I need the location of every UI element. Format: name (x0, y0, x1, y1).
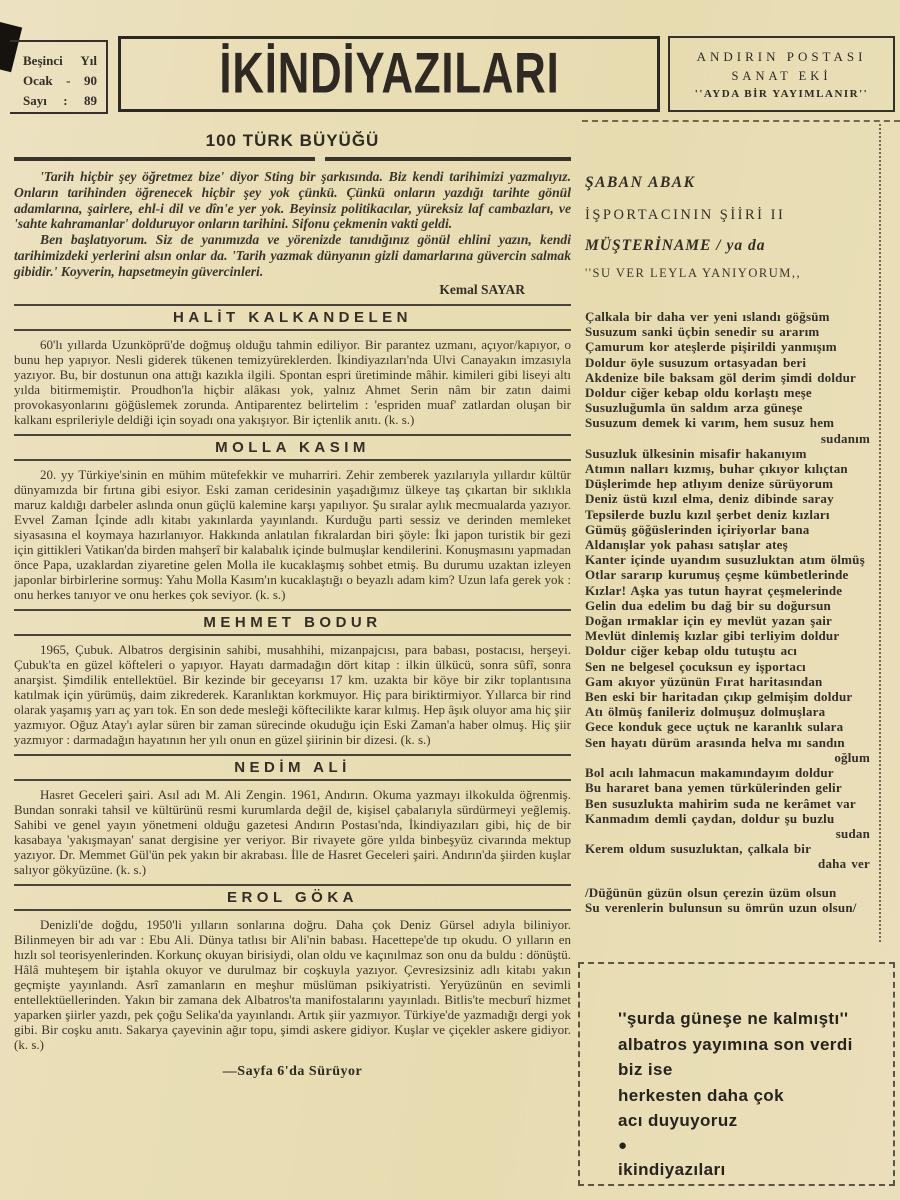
continuation-note: —Sayfa 6'da Sürüyor (222, 1063, 363, 1079)
issue-sep: - (66, 73, 71, 88)
poem-line: sudanım (820, 430, 870, 446)
poem-line: Gece konduk gece uçtuk ne karanlık sulara (585, 719, 844, 735)
left-column (14, 131, 571, 1080)
poem-line: Atımın nalları kızmış, buhar çıkıyor kılıçtan (585, 461, 848, 477)
vertical-dotted-divider (879, 124, 881, 942)
poem-line: Doldur öyle susuzum ortasyadan beri (585, 354, 807, 370)
poem-title: MÜŞTERİNAME / ya da (585, 237, 766, 254)
poem-line: Su verenlerin bulunsun su ömrün uzun olsun/ (585, 899, 857, 915)
poem-line: Sen ne belgesel çocuksun ey işportacı (585, 658, 806, 674)
entry-body: 20. yy Türkiye'sinin en mühim mütefekkir ve muharriri. Zehir zemberek yazılarıyla yıllardır kültür dünyamızda bir fırtına gibi esiyor. Eski zaman ceridesinin yaşadığımız ülkeye taş çıkartan bir sıklıkla maruz kaldığı darbeler aslında onun güçlü kalemine karşı yapılıyor. Şu sıralar aylık mecmualarda yazıyor. Evvel Zaman İçinde adlı kitabı yakınlarda yayınlandı. Kurduğu parti sessiz ve derinden memleket siyasasına el koymaya hazırlanıyor. Hakkında anlatılan fıkralardan biri şöyle: İki japon turistik bir gezi için gittikleri Vatikan'da birden mahşerî bir kalabalık içinde bulmuşlar kendilerini. Konuşmasını yapmadan önce Papa, uzaklardan ziyaretine gelen Molla ile kucaklaşmış sohbet etmiş. Bu durumu uzaktan izleyen japonlar birbirlerine sormuş: Yahu Molla Kasım'ın kucaklaştığı o beyazlı adam kim? Uzun lafa gerek yok : onu herkes tanıyor ve onu herkes çok seviyor. (k. s.) (14, 466, 571, 602)
issue-value: 90 (84, 73, 97, 88)
notice-line: ikindiyazıları (618, 1159, 726, 1179)
notice-line: albatros yayımına son verdi (618, 1034, 853, 1054)
poem-line: Doğan ırmaklar için ey mevlüt yazan şair (585, 613, 833, 629)
poem-line: Bu hararet bana yemen türkülerinden gelir (585, 780, 842, 796)
notice-box (578, 962, 895, 1186)
right-column (585, 140, 876, 915)
entry-body: Denizli'de doğdu, 1950'li yılların sonlarına doğru. Daha çok Deniz Gürsel adıyla biliniyor. Bilinmeyen bir adı var : Ebu Ali. Dünya tatlısı bir Ali'nin babası. Hacettepe'de tıp okudu. O yılların en hızlı sol teorisyenlerinden. Korkunç okuyan birisiydi, olan oldu ve kaçınılmaz son onu da buldu : dönüştü. Hâlâ muhteşem bir iştahla okuyor ve durulmaz bir coşkuyla yazıyor. Çevresizsiniz adlı kitabı yakın geçmişte yayınlandı. Asrî zamanların en meşhur müslüman psikiyatristi. Yeryüzünün en sevimli entellektüellerinden. Yakın bir zamana dek Albatros'ta manifostalarını yayınladı. Bitlis'te mecburî hizmet yaparken şiirler yazdı, pek çoğu Selika'da yayınlandı. Artık şiir yazmıyor. Türkiye'de yazmadığı dergi yok gibi. Bir coşku anıtı. Sakarya çayevinin ağır topu, şimdi askere gidiyor. Kuşlar ve çiçekler askere gidiyor. (k. s.) (14, 916, 571, 1052)
masthead-title-box (118, 36, 660, 112)
issue-label: Sayı (23, 93, 47, 108)
section-rule (14, 304, 571, 306)
issue-sep: : (63, 93, 68, 108)
publisher-name: ANDIRIN POSTASI (696, 48, 867, 64)
poem-line: Doldur ciğer kebap oldu tutuştu acı (585, 643, 798, 659)
poem-line: Düşlerimde hep atlıyım denize sürüyorum (585, 476, 834, 492)
poem-line: Susuzum sanki üçbin senedir su ararım (585, 324, 820, 340)
poem-line: Susuzum demek ki varım, hem susuz hem (585, 415, 835, 431)
poem-line: Ben susuzlukta mahirim suda ne kerâmet var (585, 795, 856, 811)
horizontal-dashed-divider (582, 120, 900, 122)
section-rule (14, 434, 571, 436)
publisher-info-box (668, 36, 895, 112)
intro-signature: Kemal SAYAR (439, 281, 525, 297)
feature-heading: 100 TÜRK BÜYÜĞÜ (205, 131, 380, 150)
issue-value: 89 (84, 93, 97, 108)
poem-line: Otlar sararıp kurumuş çeşme kümbetlerinde (585, 567, 849, 583)
poem-line: Sen hayatı dürüm arasında helva mı sandın (585, 734, 845, 750)
section-rule (14, 909, 571, 911)
poem-line: Kanmadım demli çaydan, doldur şu buzlu (585, 810, 835, 826)
poem-line: Atı ölmüş fanileriz dolmuşuz dolmuşlara (585, 704, 826, 720)
intro-paragraph: Ben başlatıyorum. Siz de yanımızda ve yörenizde tanıdığınız gönül ehlini yazın, kendi tarihimizdeki yerlerini alsın onlar da. 'Tarih yazmak dünyanın gizli damarlarına güvercin salmak gibidir.' Koyverin, hapsetmeyin güvercinleri. (14, 232, 571, 279)
poem-line: Akdenize bile baksam göl derim şimdi doldur (585, 369, 857, 385)
feature-intro (14, 169, 571, 298)
masthead-title: İKİNDİYAZILARI (218, 42, 560, 106)
poem-line: Gümüş göğüslerinden içiriyorlar bana (585, 521, 810, 537)
entry-body: 1965, Çubuk. Albatros dergisinin sahibi, musahhihi, mizanpajcısı, para babası, postacısı, herşeyi. Çubuk'ta en güzel köfteleri o yapıyor. Hayatı darmadağın dört kitap : ilkin ülkücü, sonra sûfî, sonra anarşist. Şimdilik entellektüel. Bir kezinde bir geceyarısı 17 km. uzakta bir köye bir zikr toplantısına katılmak için yürümüş, daim zikrederek. Karanlıktan korkmuyor. Hiç para biriktirmiyor. Yıllarca bir rind olarak yaşamış yarı aç yarı tok. En son dede mesleği köftecilikte karar kılmış. Hep âşık oluyor ama hiç şiir yazmıyor. Oğuz Atay'ı aylar süren bir zaman sürecinde okuduğu için Eski Zaman'a haber olmuş. Hiç şiir yazmıyor : darmadağın hayatının her yılı onun en güzel şiirinin bir dizesi. (k. s.) (14, 641, 571, 747)
poem-series-title: İŞPORTACININ ŞİİRİ II (585, 207, 786, 223)
poem-line: daha ver (818, 856, 870, 872)
section-rule (14, 884, 571, 886)
poem-line: /Düğünün güzün olsun çerezin üzüm olsun (585, 884, 837, 900)
poem-line: Çamurum kor ateşlerde pişirildi yanmışım (585, 339, 837, 355)
entry-title: MEHMET BODUR (203, 613, 382, 631)
section-rule (14, 779, 571, 781)
poem-line: Kerem oldum susuzluktan, çalkala bir (585, 841, 812, 857)
entry-body: 60'lı yıllarda Uzunköprü'de doğmuş olduğu tahmin ediliyor. Bir parantez uzmanı, açıyor/kapıyor, o bunu hep yapıyor. Nesli giderek tükenen temizyüreklerden. İkindiyazıları'nda Ulvi Canayakın imzasıyla yazıyor. Bu, bir dostunun ona attığı kazıkla ilgili. Spontan espri üretiminde mâhir. kimileri gibi liseyi altı yılda bitirmemiştir. Proudhon'la hiçbir alâkası yok, yalnız Ahmet Serin nâm bir zatın daimi provokasyonlarını göğüslemek zorunda. Antiparentez belirtelim : 'espriden muaf' zatlardan oluşan bir kalkanı esprileriyle deldiği için soyadı ona yakışıyor. Bir içtenlik anıtı. (k. s.) (14, 336, 571, 427)
issue-label: Ocak (23, 73, 53, 88)
poem-line: Susuzluk ülkesinin misafir hakanıyım (585, 445, 807, 461)
poem-line: Kızlar! Aşka yas tutun hayrat çeşmelerinde (585, 582, 843, 598)
poem-line: Gelin dua edelim bu dağ bir su doğursun (585, 597, 831, 613)
intro-paragraph: 'Tarih hiçbir şey öğretmez bize' diyor Sting bir şarkısında. Biz kendi tarihimizi yazmalıyız. Onların tarihinden öğrenecek hiçbir şey yok çünkü. Çünkü onların yazdığı tarihte gönül adamlarına, şairlere, ehl-i dil ve dîn'e yer yok. Beyinsiz politikacılar, yüreksiz laf cambazları, ve 'sahte kahramanlar' dolduruyor onların tarihini. Sifonu çekmenin vakti geldi. (14, 169, 571, 232)
profile-entry (14, 754, 571, 877)
issue-row (23, 71, 97, 91)
notice-line: herkesten daha çok (618, 1085, 784, 1105)
section-rule (14, 459, 571, 461)
notice-line: acı duyuyoruz (618, 1111, 738, 1130)
notice-line: ''şurda güneşe ne kalmıştı'' (618, 1009, 849, 1028)
entry-title: EROL GÖKA (226, 888, 359, 906)
poem-line: Bol acılı lahmacun makamındayım doldur (585, 765, 834, 781)
notice-line: biz ise (618, 1060, 673, 1079)
section-rule (14, 609, 571, 611)
profile-entry (14, 884, 571, 1052)
section-rule (14, 634, 571, 636)
entry-body: Hasret Geceleri şairi. Asıl adı M. Ali Zengin. 1961, Andırın. Okuma yazmayı ilkokulda öğrenmiş. Bundan sonraki tahsil ve kültürünü resmi kurumlarda değil de, kişisel çabalarıyla sürdürmeyi yeğlemiş. Sahibi ve genel yayın yönetmeni olduğu gazetesi Andırın Postası'nda, İkindiyazıları gibi, hiç de bir kasabaya 'yakışmayan' sanat dergisine yer veriyor. Bir rivayete göre yılda binbeşyüz civarında mektup yazıyor. Dr. Memmet Gül'ün pek yakın bir akrabası. İlle de Hasret Geceleri şairi. Andırın'da şiirden kuşlar salıyor gökyüzüne. (k. s.) (14, 786, 571, 877)
issue-value: Yıl (80, 53, 97, 68)
issue-info-box (10, 40, 108, 114)
issue-row (23, 91, 97, 111)
poem-line: Susuzluğumla ün saldım arza güneşe (585, 400, 803, 416)
poem-line: Tepsilerde buzlu kızıl şerbet deniz kızları (585, 506, 830, 522)
poem-line: Mevlüt dinlemiş kızlar gibi terliyim doldur (585, 628, 840, 644)
poem-line: Çalkala bir daha ver yeni ıslandı göğsüm (585, 309, 830, 324)
section-rule (14, 329, 571, 331)
poem-body (585, 309, 876, 915)
entry-title: HALİT KALKANDELEN (173, 308, 412, 326)
notice-line: ● (618, 1136, 628, 1154)
poem-line: Aldanışlar yok pahası satışlar ateş (585, 537, 788, 553)
frequency-note: ''AYDA BİR YAYIMLANIR'' (694, 87, 869, 100)
poem-line: Doldur ciğer kebap oldu korlaştı meşe (585, 385, 812, 401)
poem-author: ŞABAN ABAK (585, 174, 696, 191)
entry-title: NEDİM ALİ (234, 758, 351, 776)
profile-entry (14, 434, 571, 602)
poem-line: Ben eski bir haritadan çıkıp gelmişim doldur (585, 689, 853, 705)
poem-subtitle: ''SU VER LEYLA YANIYORUM,, (585, 266, 802, 280)
poem-line: sudan (835, 825, 870, 841)
section-rule (14, 754, 571, 756)
poem-line: Deniz üstü kızıl elma, deniz dibinde saray (585, 491, 834, 507)
profile-entry (14, 304, 571, 427)
poem-line: Gam akıyor yüzünün Fırat haritasından (585, 673, 823, 689)
poem-line: Kanter içinde uyandım susuzluktan atım ölmüş (585, 552, 865, 568)
heading-thick-rule (14, 157, 571, 161)
issue-label: Beşinci (23, 53, 63, 68)
profile-entry (14, 609, 571, 747)
supplement-name: SANAT EKİ (731, 68, 832, 83)
entry-title: MOLLA KASIM (215, 438, 370, 456)
poem-line: oğlum (834, 749, 870, 765)
issue-row (23, 51, 97, 71)
